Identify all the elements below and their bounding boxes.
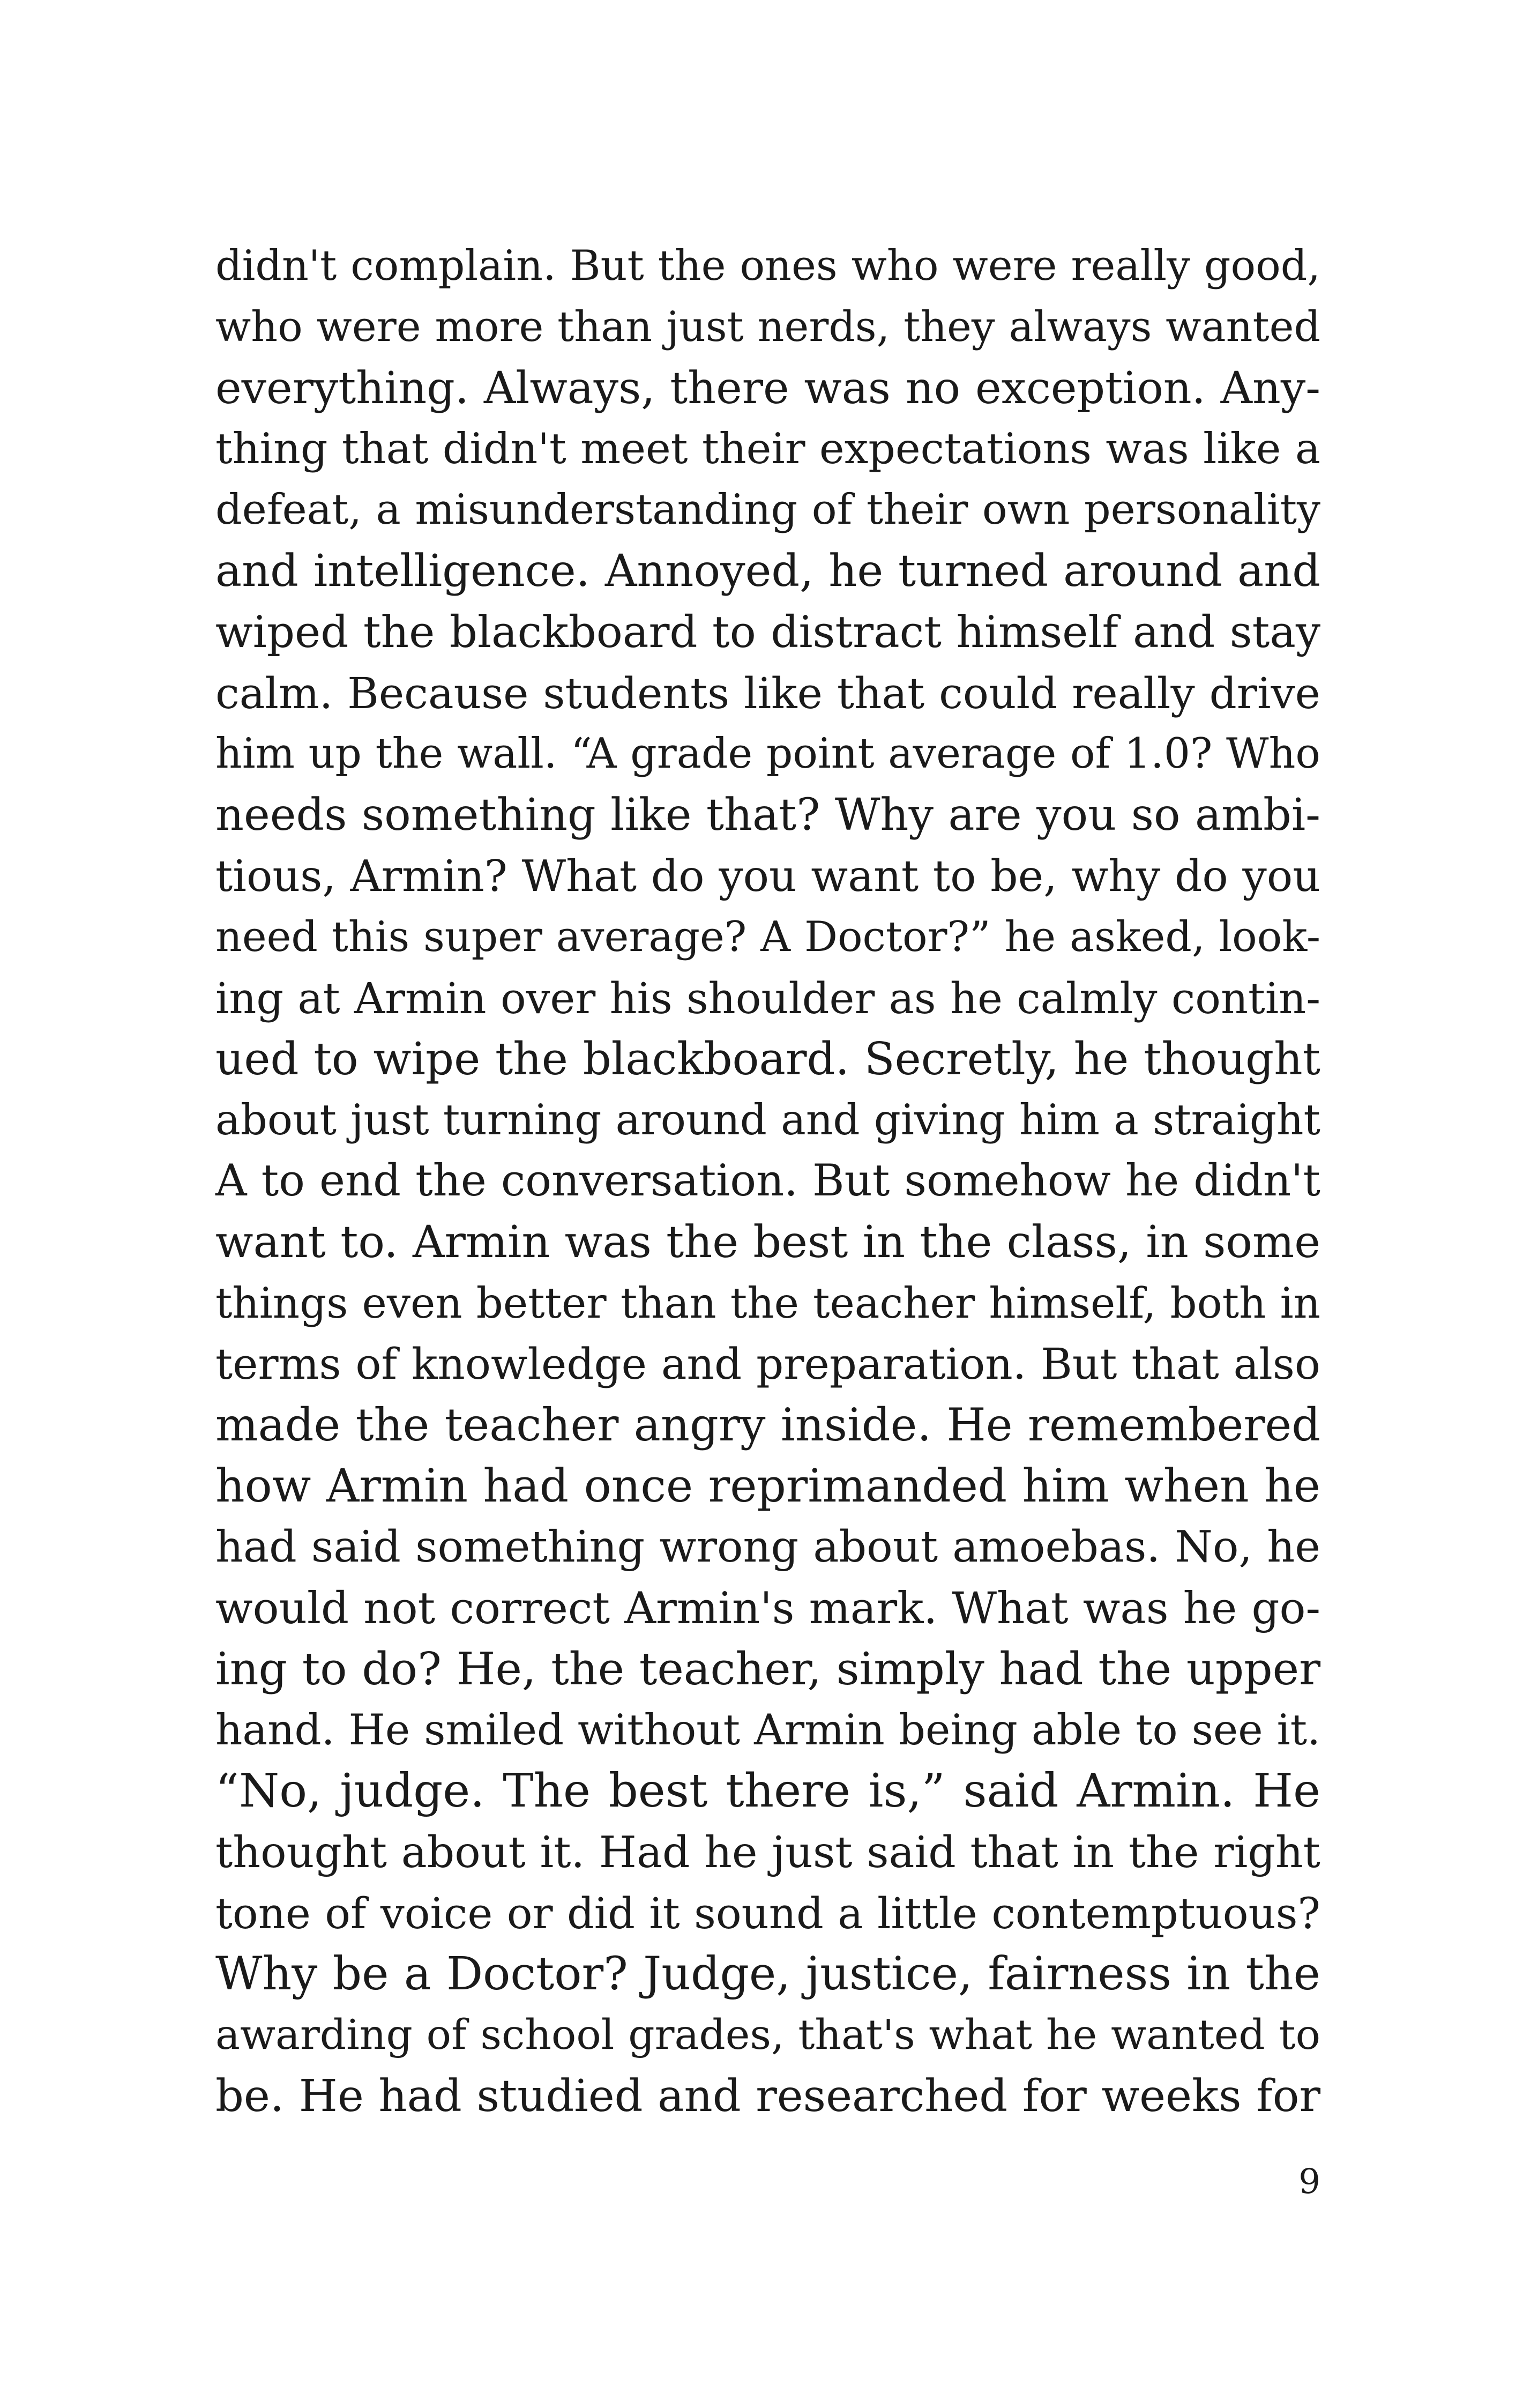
text-line: needs something like that? Why are you so ambi-	[215, 790, 1320, 841]
text-line: everything. Always, there was no exception. Any-	[215, 362, 1320, 414]
text-line: had said something wrong about amoebas. No, he	[215, 1521, 1320, 1572]
page-number: 9	[1298, 2162, 1320, 2202]
text-line: how Armin had once reprimanded him when he	[215, 1459, 1320, 1513]
text-line: terms of knowledge and preparation. But that also	[215, 1339, 1320, 1389]
text-line: thing that didn't meet their expectations was like a	[215, 424, 1320, 474]
text-line: him up the wall. “A grade point average of 1.0? Who	[215, 730, 1320, 778]
text-line: made the teacher angry inside. He remembered	[215, 1399, 1320, 1452]
text-line: and intelligence. Annoyed, he turned around and	[215, 545, 1320, 597]
text-line: ing to do? He, the teacher, simply had the upper	[215, 1643, 1320, 1696]
text-line: A to end the conversation. But somehow he didn't	[215, 1155, 1320, 1206]
text-line: wiped the blackboard to distract himself and stay	[215, 606, 1320, 658]
text-line: would not correct Armin's mark. What was he go-	[215, 1582, 1320, 1634]
text-line: who were more than just nerds, they always wanted	[215, 302, 1320, 351]
text-line: tone of voice or did it sound a little contemptuous?	[215, 1888, 1320, 1938]
text-line: awarding of school grades, that's what he wanted to	[215, 2011, 1320, 2060]
text-line: calm. Because students like that could really drive	[215, 668, 1320, 718]
text-line: “No, judge. The best there is,” said Armin. He	[215, 1764, 1320, 1818]
text-line: defeat, a misunderstanding of their own personality	[215, 486, 1320, 534]
text-line: ued to wipe the blackboard. Secretly, he thought	[215, 1033, 1320, 1086]
text-line: thought about it. Had he just said that in the right	[215, 1826, 1320, 1877]
text-line: need this super average? A Doctor?” he asked, look-	[215, 912, 1320, 961]
text-line: tious, Armin? What do you want to be, why do you	[215, 850, 1320, 901]
text-line: be. He had studied and researched for weeks for	[215, 2070, 1320, 2122]
text-line: about just turning around and giving him a straight	[215, 1096, 1320, 1145]
text-line: hand. He smiled without Armin being able to see it.	[215, 1706, 1320, 1755]
text-line: didn't complain. But the ones who were really good,	[215, 242, 1320, 290]
body-text	[215, 236, 1320, 2127]
text-line: want to. Armin was the best in the class, in some	[215, 1216, 1320, 1268]
text-line: ing at Armin over his shoulder as he calmly contin-	[215, 973, 1320, 1023]
text-line: things even better than the teacher himself, both in	[215, 1279, 1320, 1328]
text-line: Why be a Doctor? Judge, justice, fairness in the	[215, 1948, 1320, 2001]
